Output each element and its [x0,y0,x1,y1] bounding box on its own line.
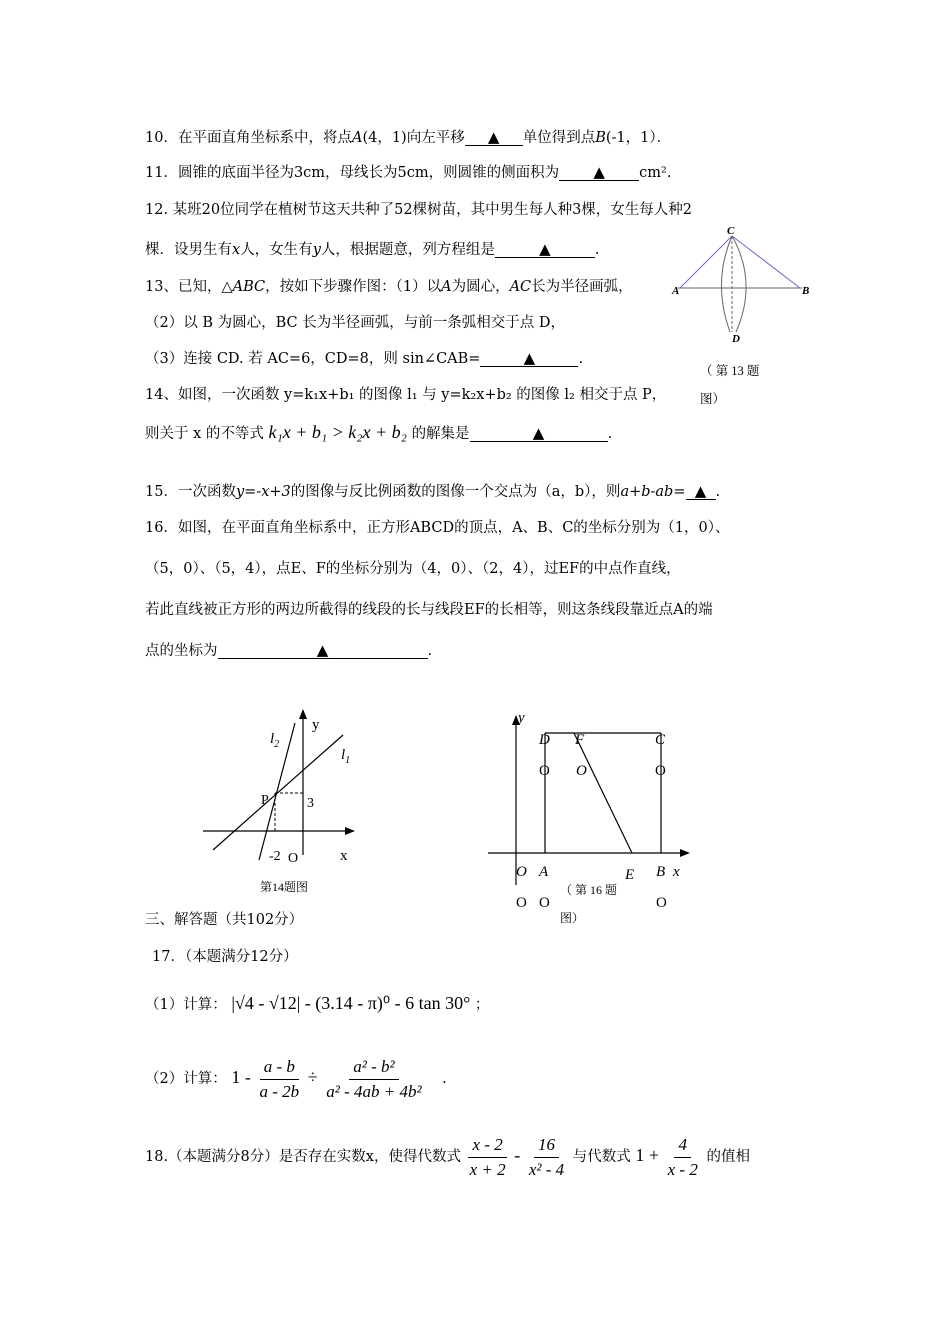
label-a: A [672,285,680,297]
answer-blank[interactable] [470,425,608,442]
label-o-row2-1: O [516,895,527,911]
label-x: x [673,864,680,880]
fig16-caption-1: （ 第 16 题 [560,883,618,897]
label-b: B [656,864,666,880]
triangle-icon: ▲ [694,482,707,500]
question-12-line1: 12. 某班20位同学在植树节这天共种了52棵树苗，其中男生每人种3棵，女生每人种2 [145,202,693,218]
label-y: y [312,717,320,733]
label-o-under-c: O [655,763,666,779]
x-axis-arrow [345,827,355,835]
question-17-part2: （2）计算： 1 - $\frac{a - b}{a - 2b}$ ÷ $\frac{\text{a² - b²}}{\text{a² - 4ab + 4b²}}$ . [145,1050,447,1106]
question-16-line1: 16．如图，在平面直角坐标系中，正方形ABCD的顶点，A、B、C的坐标分别为（1，0）、 [145,520,730,536]
question-11: 11．圆锥的底面半径为3cm，母线长为5cm，则圆锥的侧面积为 ▲ cm². [145,163,672,181]
label-c: C [727,225,735,237]
x-axis-arrow [680,849,690,857]
figure-13 [670,222,820,422]
question-17-title: 17．（本题满分12分） [152,949,298,965]
arc-1 [721,236,732,332]
label-o-row2-3: O [656,895,667,911]
triangle-icon: ▲ [593,163,605,181]
fraction-1: $\frac{a - b}{a - 2b}$ [259,1056,300,1101]
label-c: C [655,732,666,748]
answer-blank[interactable] [465,129,523,146]
label-b: B [802,285,810,297]
fraction-a: $\frac{x - 2}{x + 2}$ [469,1134,506,1179]
triangle-icon: ▲ [316,641,329,659]
question-14-line2: 则关于 x 的不等式 k₁x + b₁ > k₂x + b₂ 的解集是 ▲ . [145,422,613,442]
figure-14 [195,705,375,900]
fraction-b: $\frac{16}{\text{x² - 4}}$ [528,1134,565,1179]
fraction-2: $\frac{\text{a² - b²}}{\text{a² - 4ab + 4b²}}$ [326,1056,422,1101]
section-heading: 三、解答题（共102分） [145,912,304,928]
label-o-row2-2: O [539,895,550,911]
label-p: P [261,793,269,808]
question-18: 18.（本题满分8分）是否存在实数x，使得代数式 $\frac{x - 2}{x + 2}$ - $\frac{16}{\text{x² - 4}}$ 与代数式 1 + $\frac{4}{x - 2}$ 的值相 [145,1128,750,1184]
answer-blank[interactable] [218,642,428,659]
label-y: y [518,710,525,726]
label-neg2: -2 [269,849,281,864]
question-15: 15．一次函数y=-x+3的图像与反比例函数的图像一个交点为（a，b），则a+b-ab= ▲ . [145,482,721,500]
question-16-line2: （5，0）、（5，4），点E、F的坐标分别为（4，0）、（2，4），过EF的中点作直线， [145,561,681,577]
label-3: 3 [307,796,314,811]
triangle-icon: ▲ [532,424,545,442]
label-x: x [340,848,348,864]
label-a: A [539,864,549,880]
answer-blank[interactable] [686,483,716,500]
triangle-icon: ▲ [523,349,536,367]
label-l1: $l_1$ [341,747,351,766]
question-16-line4: 点的坐标为 ▲ . [145,641,433,659]
question-12-line2: 棵．设男生有x人，女生有y人，根据题意，列方程组是 ▲ . [145,240,600,258]
label-l2: $l_2$ [270,731,280,750]
question-13-line2: （2）以 B 为圆心，BC 长为半径画弧，与前一条弧相交于点 D， [145,315,565,331]
label-o-under-f: O [576,763,587,779]
label-e: E [625,867,635,883]
triangle-icon: ▲ [487,128,500,146]
expression-17-1: |√4 - √12| - (3.14 - π)⁰ - 6 tan 30° [231,993,471,1013]
answer-blank[interactable] [495,241,595,258]
figure-16 [480,700,700,940]
question-17-part1: （1）计算： |√4 - √12| - (3.14 - π)⁰ - 6 tan 30° ； [145,993,490,1013]
fig14-caption: 第14题图 [260,880,309,894]
question-10: 10．在平面直角坐标系中，将点A(4，1)向左平移 ▲ 单位得到点B(-1，1）． [145,128,672,146]
label-o-under-d: O [539,763,550,779]
label-origin: O [288,851,299,866]
label-origin: O [516,864,527,880]
answer-blank[interactable] [480,350,578,367]
answer-blank[interactable] [559,164,639,181]
question-13-line1: 13、已知，△ABC，按如下步骤作图：（1）以A为圆心，AC长为半径画弧， [145,279,633,295]
question-16-line3: 若此直线被正方形的两边所截得的线段的长与线段EF的长相等，则这条线段靠近点A的端 [145,602,713,618]
fraction-c: $\frac{4}{x - 2}$ [667,1134,698,1179]
fig16-caption-2: 图） [560,911,585,925]
fig13-caption-1: （ 第 13 题 [700,364,760,378]
fig13-caption-2: 图） [700,392,726,406]
inequality-expression: k₁x + b₁ > k₂x + b₂ [268,422,407,442]
label-f: F [575,732,585,748]
label-d: D [732,333,740,345]
y-axis-arrow [299,709,307,719]
label-d: D [539,732,550,748]
segment-fe [574,733,632,853]
segment-cb [732,236,800,288]
triangle-icon: ▲ [539,240,551,258]
question-13-line3: （3）连接 CD. 若 AC=6，CD=8，则 sin∠CAB= ▲ . [145,349,584,367]
question-14-line1: 14、如图，一次函数 y=k₁x+b₁ 的图像 l₁ 与 y=k₂x+b₂ 的图像 l₂ 相交于点 P， [145,387,667,403]
arc-2 [732,236,746,332]
